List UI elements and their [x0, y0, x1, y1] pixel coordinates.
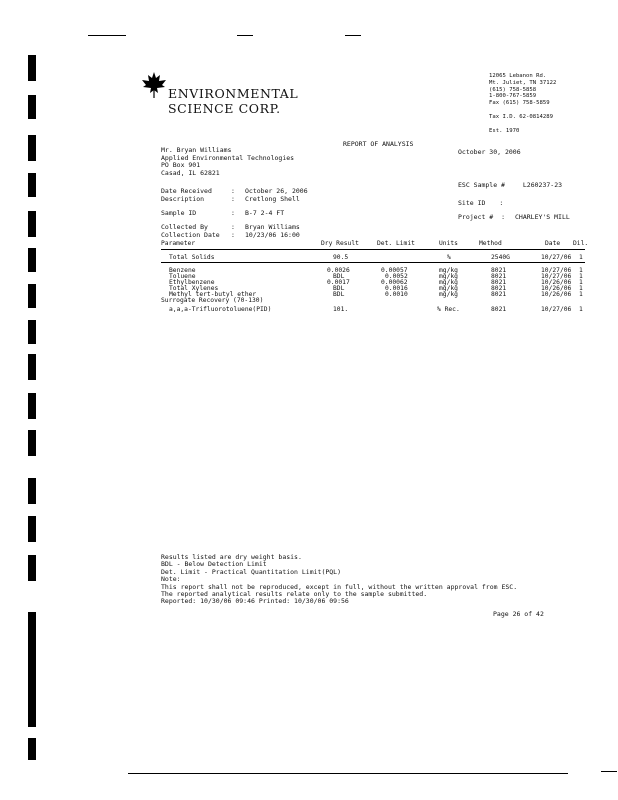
- project-label: Project #: [458, 213, 494, 221]
- scan-mark: [28, 738, 36, 760]
- scan-mark: [28, 555, 36, 581]
- cell-result: BDL: [333, 285, 345, 292]
- address-line: Fax (615) 758-5859: [489, 100, 550, 107]
- header-rule: [161, 249, 585, 250]
- cell-parameter: Total Xylenes: [169, 285, 219, 292]
- project: Project # : CHARLEY'S MILL: [458, 213, 570, 221]
- scan-mark: [28, 430, 36, 456]
- row-rule: [161, 262, 585, 263]
- scan-mark: [28, 516, 36, 542]
- scan-mark: [28, 354, 36, 380]
- scan-line: [128, 773, 568, 774]
- results-table: [161, 240, 589, 320]
- cell-result: 0.0017: [327, 279, 350, 286]
- scan-mark: [28, 95, 36, 119]
- project-value: CHARLEY'S MILL: [515, 213, 570, 221]
- cell-units: mg/kg: [439, 291, 458, 298]
- collected-by-value: Bryan Williams: [245, 223, 300, 231]
- scan-mark: [28, 211, 36, 237]
- report-date: October 30, 2006: [458, 148, 521, 156]
- cell-limit: 0.00057: [381, 267, 408, 274]
- scan-mark: [28, 135, 36, 161]
- scan-mark: [28, 284, 36, 308]
- scan-line: [601, 771, 617, 772]
- cell-method: 8021: [491, 291, 507, 298]
- scan-mark: [28, 55, 36, 81]
- cell-parameter: a,a,a-Trifluorotoluene(PID): [169, 306, 272, 313]
- scan-mark: [28, 173, 36, 197]
- company-address: [489, 73, 556, 107]
- address-line: Mt. Juliet, TN 37122: [489, 79, 557, 86]
- footer-line: Note:: [161, 575, 181, 584]
- table-header: [161, 240, 589, 248]
- cell-units: %: [447, 254, 451, 261]
- header-dil: Dil.: [573, 240, 589, 247]
- collection-date-label: Collection Date: [161, 231, 220, 239]
- site-id-label: Site ID: [458, 199, 486, 207]
- scan-mark: [28, 478, 36, 504]
- company-name-line1: ENVIRONMENTAL: [168, 86, 299, 101]
- cell-dil: 1: [579, 267, 583, 274]
- cell-method: 8021: [491, 273, 507, 280]
- tax-id: Tax I.D. 62-0814289: [489, 114, 553, 120]
- cell-units: mg/kg: [439, 279, 458, 286]
- collection-date-value: 10/23/06 16:00: [245, 231, 300, 239]
- cell-units: mg/kg: [439, 273, 458, 280]
- sample-id-label: Sample ID: [161, 209, 197, 217]
- description-label: Description: [161, 195, 205, 203]
- footer-line: Results listed are dry weight basis.: [161, 553, 302, 561]
- cell-parameter: Toluene: [169, 273, 196, 280]
- scan-mark: [28, 320, 36, 344]
- footer-line: Reported: 10/30/06 09:46 Printed: 10/30/06 09:56: [161, 597, 349, 606]
- cell-parameter: Total Solids: [169, 254, 215, 261]
- colon: :: [231, 223, 235, 231]
- header-dry-result: Dry Result: [321, 240, 359, 247]
- cell-date: 10/27/06: [541, 254, 572, 261]
- cell-dil: 1: [579, 291, 583, 298]
- sample-id-value: B-7 2-4 FT: [245, 209, 285, 217]
- cell-limit: 0.0016: [385, 285, 408, 292]
- client-address: [161, 147, 294, 177]
- footer-line: Det. Limit - Practical Quantitation Limit(PQL): [161, 567, 342, 576]
- date-received-value: October 26, 2006: [245, 187, 308, 195]
- scan-mark: [28, 612, 36, 727]
- footer-line: This report shall not be reproduced, except in full, without the written approval from ESC.: [161, 582, 518, 591]
- cell-method: 8021: [491, 279, 507, 286]
- colon: :: [231, 209, 235, 217]
- cell-date: 10/27/06: [541, 273, 572, 280]
- esc-sample: [458, 182, 562, 190]
- cell-date: 10/27/06: [541, 306, 572, 313]
- collected-by-label: Collected By: [161, 223, 208, 231]
- colon: :: [231, 187, 235, 195]
- cell-limit: 0.0010: [385, 291, 408, 298]
- client-line: Mr. Bryan Williams: [161, 146, 232, 154]
- description-row: [161, 195, 300, 210]
- footer-line: The reported analytical results relate only to the sample submitted.: [161, 590, 428, 599]
- cell-limit: 0.00062: [381, 279, 408, 286]
- maple-leaf-icon: [142, 72, 166, 98]
- cell-result: BDL: [333, 291, 345, 298]
- colon: :: [231, 231, 235, 239]
- scan-line: [88, 35, 126, 36]
- site-id-value: :: [499, 199, 504, 207]
- header-det-limit: Det. Limit: [377, 240, 415, 247]
- cell-limit: 0.0052: [385, 273, 408, 280]
- colon: :: [231, 195, 235, 203]
- cell-date: 10/26/06: [541, 285, 572, 292]
- page-number: Page 26 of 42: [493, 610, 544, 618]
- esc-sample-value: L260237-23: [522, 181, 563, 189]
- cell-result: 90.5: [333, 254, 349, 261]
- client-line: Applied Environmental Technologies: [161, 153, 295, 162]
- header-method: Method: [479, 240, 502, 247]
- cell-units: mg/kg: [439, 285, 458, 292]
- date-received-label: Date Received: [161, 187, 212, 195]
- cell-result: BDL: [333, 273, 345, 280]
- cell-method: 8021: [491, 267, 507, 274]
- scan-line: [345, 35, 361, 36]
- client-line: Casad, IL 62821: [161, 168, 220, 177]
- cell-date: 10/27/06: [541, 267, 572, 274]
- footer-line: BDL - Below Detection Limit: [161, 560, 267, 569]
- cell-result: 101.: [333, 306, 349, 313]
- cell-dil: 1: [579, 285, 583, 292]
- client-line: PO Box 901: [161, 161, 201, 170]
- cell-parameter: Surrogate Recovery (70-130): [161, 297, 264, 304]
- cell-date: 10/26/06: [541, 279, 572, 286]
- cell-units: mg/kg: [439, 267, 458, 274]
- report-title: REPORT OF ANALYSIS: [343, 140, 414, 148]
- sample-id-row: [161, 209, 285, 224]
- established: Est. 1970: [489, 128, 520, 134]
- cell-dil: 1: [579, 273, 583, 280]
- scan-line: [237, 35, 253, 36]
- cell-parameter: Ethylbenzene: [169, 279, 215, 286]
- company-logo: [142, 72, 166, 102]
- header-units: Units: [439, 240, 458, 247]
- scan-mark: [28, 248, 36, 272]
- cell-dil: 1: [579, 279, 583, 286]
- description-value: Cretlong Shell: [245, 195, 300, 203]
- cell-method: 8021: [491, 306, 507, 313]
- cell-method: 2540G: [491, 254, 510, 261]
- cell-result: 0.0026: [327, 267, 350, 274]
- sample-info: [161, 187, 308, 240]
- cell-dil: 1: [579, 306, 583, 313]
- collection-date-row: [161, 231, 300, 240]
- company-name-line2: SCIENCE CORP.: [168, 101, 281, 116]
- cell-parameter: Benzene: [169, 267, 196, 274]
- header-parameter: Parameter: [161, 240, 196, 247]
- footer-notes: [161, 554, 517, 606]
- address-line: 1-800-767-5859: [489, 93, 537, 100]
- cell-method: 8021: [491, 285, 507, 292]
- address-line: (615) 758-5858: [489, 86, 537, 93]
- cell-date: 10/26/06: [541, 291, 572, 298]
- site-id: [458, 200, 503, 208]
- header-date: Date: [545, 240, 561, 247]
- cell-dil: 1: [579, 254, 583, 261]
- cell-parameter: Methyl tert-butyl ether: [169, 291, 257, 298]
- esc-sample-label: ESC Sample #: [458, 181, 505, 189]
- scan-mark: [28, 393, 36, 419]
- address-line: 12065 Lebanon Rd.: [489, 73, 547, 79]
- cell-units: % Rec.: [437, 306, 460, 313]
